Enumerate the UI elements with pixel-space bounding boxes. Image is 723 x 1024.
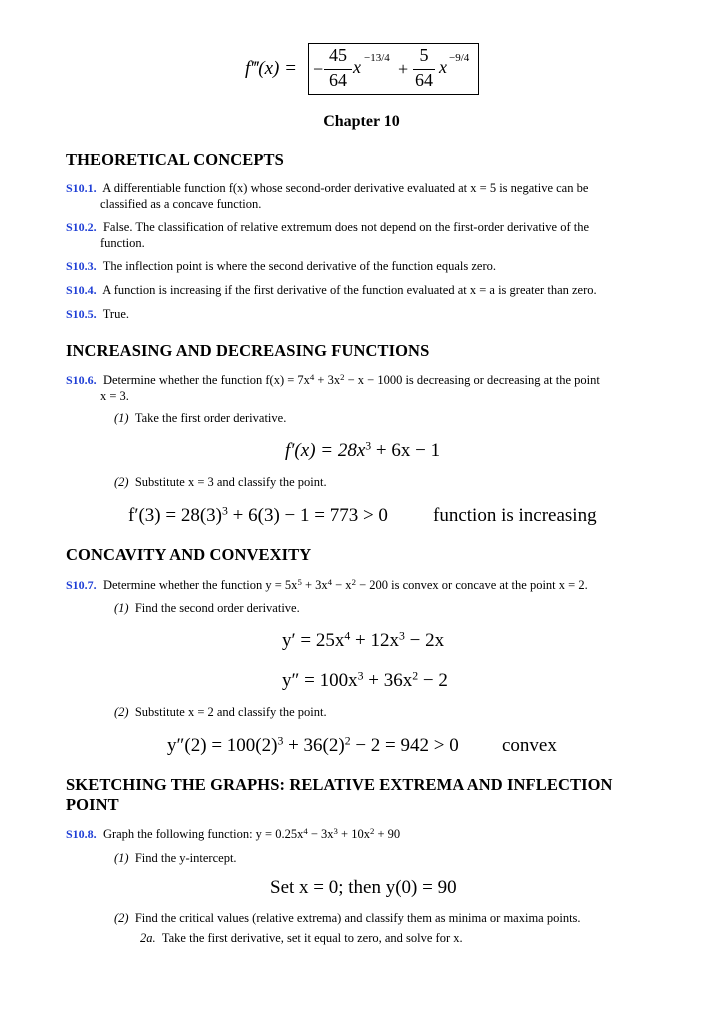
formula-num2: 5 bbox=[419, 45, 429, 65]
solution-label: S10.3. bbox=[66, 259, 97, 273]
s8-step-2 bbox=[114, 911, 581, 926]
solution-text-line1: The inflection point is where the second derivative of the function equals zero. bbox=[102, 259, 496, 273]
step-number: (2) bbox=[114, 705, 129, 719]
exponent: 4 bbox=[344, 629, 351, 643]
s6-step-2 bbox=[114, 475, 327, 490]
eq-part: + 6(3) − 1 = 773 > 0 bbox=[227, 505, 388, 526]
eq-part: + 12x bbox=[350, 630, 399, 651]
formula-exp1: −13/4 bbox=[364, 52, 390, 64]
exponent: 2 bbox=[412, 669, 419, 683]
solution-text-line1: False. The classification of relative extremum does not depend on the first-order derivative of the bbox=[102, 220, 590, 234]
s7-step-1 bbox=[114, 601, 300, 616]
problem-text-b: + 3x bbox=[314, 373, 341, 387]
exponent: 3 bbox=[357, 669, 364, 683]
exponent: 2 bbox=[369, 826, 375, 837]
eq-part: + 36(2) bbox=[283, 735, 345, 756]
step-text: Substitute x = 3 and classify the point. bbox=[134, 475, 327, 489]
solution-s10-6 bbox=[66, 372, 686, 404]
exponent: 4 bbox=[327, 577, 332, 588]
eq-part: − 2 bbox=[418, 670, 448, 691]
solution-text-line2: classified as a concave function. bbox=[100, 197, 262, 211]
eq-part: f′(x) = 28x bbox=[285, 440, 366, 461]
step-text: Substitute x = 2 and classify the point. bbox=[134, 705, 327, 719]
formula-var1: x bbox=[353, 57, 361, 77]
solution-label: S10.4. bbox=[66, 283, 97, 297]
solution-s10-1 bbox=[66, 180, 666, 212]
eq-part: y″(2) = 100(2) bbox=[167, 735, 278, 756]
section-heading-theory: THEORETICAL CONCEPTS bbox=[66, 150, 284, 169]
solution-text-line2: function. bbox=[100, 236, 145, 250]
problem-text-d: − 200 is convex or concave at the point x = 2. bbox=[355, 578, 588, 592]
s8-step-2a bbox=[140, 931, 463, 946]
formula-den1: 64 bbox=[329, 70, 347, 90]
problem-text-d: + 90 bbox=[374, 827, 401, 841]
solution-s10-4 bbox=[66, 282, 706, 298]
eq-part: − 2x bbox=[404, 630, 445, 651]
s7-equation-3 bbox=[167, 735, 459, 757]
eq-part: + 6x − 1 bbox=[371, 440, 441, 461]
exponent: 2 bbox=[340, 372, 345, 383]
s8-equation-1: Set x = 0; then y(0) = 90 bbox=[270, 877, 457, 898]
formula-num1: 45 bbox=[329, 45, 347, 65]
step-text: Find the y-intercept. bbox=[134, 851, 237, 865]
exponent: 2 bbox=[351, 577, 356, 588]
formula-box bbox=[308, 43, 479, 95]
formula-den2: 64 bbox=[415, 70, 433, 90]
step-text: Take the first order derivative. bbox=[134, 411, 287, 425]
s7-equation-1 bbox=[282, 630, 444, 652]
step-text: Find the critical values (relative extrema) and classify them as minima or maxima points. bbox=[134, 911, 581, 925]
solution-label: S10.6. bbox=[66, 373, 97, 387]
step-number: (1) bbox=[114, 411, 129, 425]
step-text: Take the first derivative, set it equal to zero, and solve for x. bbox=[161, 931, 463, 945]
formula-minus: − bbox=[313, 59, 324, 79]
solution-label: S10.1. bbox=[66, 181, 97, 195]
eq-part: − 2 = 942 > 0 bbox=[350, 735, 459, 756]
solution-label: S10.8. bbox=[66, 827, 97, 841]
section-heading-increasing: INCREASING AND DECREASING FUNCTIONS bbox=[66, 341, 430, 360]
exponent: 3 bbox=[365, 439, 372, 453]
problem-text-a: Determine whether the function f(x) = 7x bbox=[102, 373, 310, 387]
s6-result-note: function is increasing bbox=[433, 505, 597, 526]
problem-text-a: Determine whether the function y = 5x bbox=[102, 578, 298, 592]
problem-text-c: − x − 1000 is decreasing or decreasing at the point bbox=[344, 373, 600, 387]
s8-step-1 bbox=[114, 851, 237, 866]
exponent: 3 bbox=[398, 629, 405, 643]
problem-text-b: − 3x bbox=[307, 827, 334, 841]
problem-text-c: − x bbox=[332, 578, 352, 592]
step-number: (1) bbox=[114, 851, 129, 865]
formula-exp2: −9/4 bbox=[449, 52, 470, 64]
formula-plus: + bbox=[398, 59, 409, 79]
step-text: Find the second order derivative. bbox=[134, 601, 300, 615]
eq-part: f′(3) = 28(3) bbox=[128, 505, 223, 526]
section-heading-sketching-line2: POINT bbox=[66, 795, 119, 814]
step-number: (2) bbox=[114, 911, 129, 925]
solution-s10-2 bbox=[66, 219, 666, 251]
solution-label: S10.2. bbox=[66, 220, 97, 234]
step-number: 2a. bbox=[140, 931, 156, 945]
solution-s10-7 bbox=[66, 577, 686, 593]
s7-step-2 bbox=[114, 705, 327, 720]
s7-result-note: convex bbox=[502, 735, 557, 756]
section-heading-concavity: CONCAVITY AND CONVEXITY bbox=[66, 545, 312, 564]
step-number: (2) bbox=[114, 475, 129, 489]
s6-equation-1 bbox=[285, 440, 440, 462]
solution-text-line1: A differentiable function f(x) whose second-order derivative evaluated at x = 5 is negative can be bbox=[102, 181, 589, 195]
exponent: 4 bbox=[309, 372, 315, 383]
section-heading-sketching-line1: SKETCHING THE GRAPHS: RELATIVE EXTREMA AND INFLECTION bbox=[66, 775, 613, 794]
exponent: 3 bbox=[333, 826, 338, 837]
exponent: 4 bbox=[303, 826, 308, 837]
problem-text-b: + 3x bbox=[301, 578, 328, 592]
exponent: 3 bbox=[277, 734, 284, 748]
solution-text-line1: A function is increasing if the first derivative of the function evaluated at x = a is greater than zero. bbox=[102, 283, 597, 297]
solution-text-line1: True. bbox=[102, 307, 130, 321]
formula-var2: x bbox=[439, 57, 447, 77]
solution-label: S10.7. bbox=[66, 578, 97, 592]
problem-text-c: + 10x bbox=[337, 827, 370, 841]
problem-text-line2: x = 3. bbox=[100, 389, 129, 403]
eq-part: y′ = 25x bbox=[282, 630, 345, 651]
formula-lhs: f‴(x) = bbox=[245, 58, 297, 79]
exponent: 5 bbox=[297, 577, 302, 588]
problem-text-a: Graph the following function: y = 0.25x bbox=[102, 827, 304, 841]
exponent: 2 bbox=[344, 734, 351, 748]
s6-step-1 bbox=[114, 411, 286, 426]
s6-equation-2 bbox=[128, 505, 388, 527]
s7-equation-2 bbox=[282, 670, 448, 692]
eq-part: + 36x bbox=[363, 670, 413, 691]
exponent: 3 bbox=[222, 504, 228, 518]
solution-s10-3 bbox=[66, 258, 686, 274]
step-number: (1) bbox=[114, 601, 129, 615]
chapter-title: Chapter 10 bbox=[323, 113, 400, 130]
solution-label: S10.5. bbox=[66, 307, 97, 321]
solution-s10-8 bbox=[66, 826, 686, 842]
solution-s10-5 bbox=[66, 306, 666, 322]
eq-part: y″ = 100x bbox=[282, 670, 358, 691]
